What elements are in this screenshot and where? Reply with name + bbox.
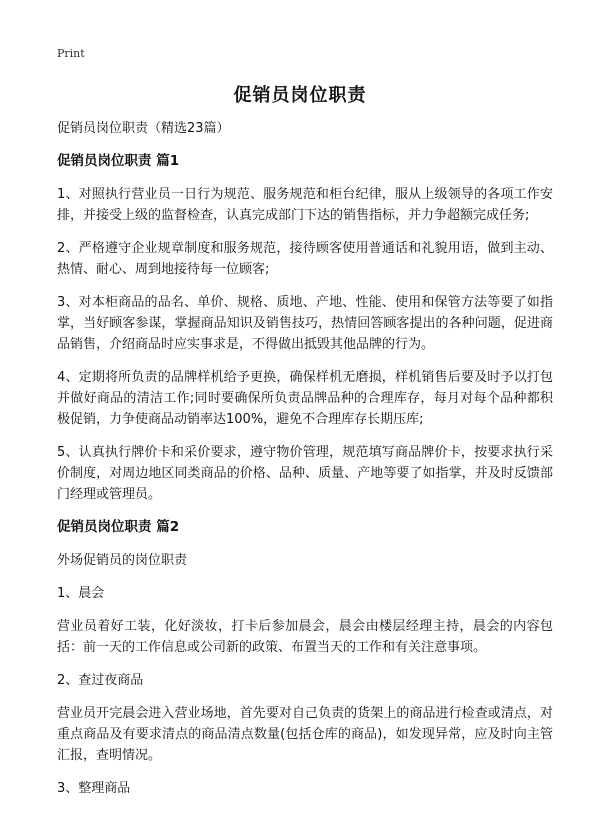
section-heading-1: 促销员岗位职责 篇1: [57, 153, 180, 169]
section2-paragraph-3: 营业员着好工装，化好淡妆，打卡后参加晨会，晨会由楼层经理主持，晨会的内容包括：前一天的工作信息或公司新的政策、布置当天的工作和有关注意事项。: [57, 619, 553, 655]
intro-paragraph: 促销员岗位职责（精选23篇）: [57, 121, 230, 136]
section2-paragraph-1: 外场促销员的岗位职责: [57, 553, 188, 568]
section2-paragraph-4: 2、查过夜商品: [57, 673, 144, 688]
section1-paragraph-2: 2、严格遵守企业规章制度和服务规范，接待顾客使用普通话和礼貌用语，做到主动、热情、耐心、周到地接待每一位顾客;: [57, 241, 553, 277]
section2-paragraph-5: 营业员开完晨会进入营业场地，首先要对自己负责的货架上的商品进行检查或清点，对重点商品及有要求清点的商品清点数量(包括仓库的商品)，如发现异常，应及时向主管汇报，查明情况。: [57, 706, 553, 763]
section1-paragraph-1: 1、对照执行营业员一日行为规范、服务规范和柜台纪律，服从上级领导的各项工作安排，并接受上级的监督检查，认真完成部门下达的销售指标，并力争超额完成任务;: [57, 187, 553, 223]
section2-paragraph-6: 3、整理商品: [57, 781, 131, 796]
section2-paragraph-2: 1、晨会: [57, 586, 105, 601]
print-label: Print: [57, 47, 85, 60]
section1-paragraph-4: 4、定期将所负责的品牌样机给予更换，确保样机无磨损，样机销售后要及时予以打包并做好商品的清洁工作;同时要确保所负责品牌品种的合理库存，每月对每个品种都积极促销，力争使商品动销率达100%，避免不合理库存长期压库;: [57, 370, 553, 427]
section1-paragraph-5: 5、认真执行牌价卡和采价要求，遵守物价管理，规范填写商品牌价卡，按要求执行采价制度，对周边地区同类商品的价格、品种、质量、产地等要了如指掌，并及时反馈部门经理或管理员。: [57, 445, 553, 502]
page-title: 促销员岗位职责: [233, 85, 367, 106]
document-body: [57, 118, 553, 811]
section-heading-2: 促销员岗位职责 篇2: [57, 519, 180, 535]
section1-paragraph-3: 3、对本柜商品的品名、单价、规格、质地、产地、性能、使用和保管方法等要了如指掌，当好顾客参谋，掌握商品知识及销售技巧，热情回答顾客提出的各种问题，促进商品销售，介绍商品时应实事求是，不得做出抵毁其他品牌的行为。: [57, 295, 553, 352]
